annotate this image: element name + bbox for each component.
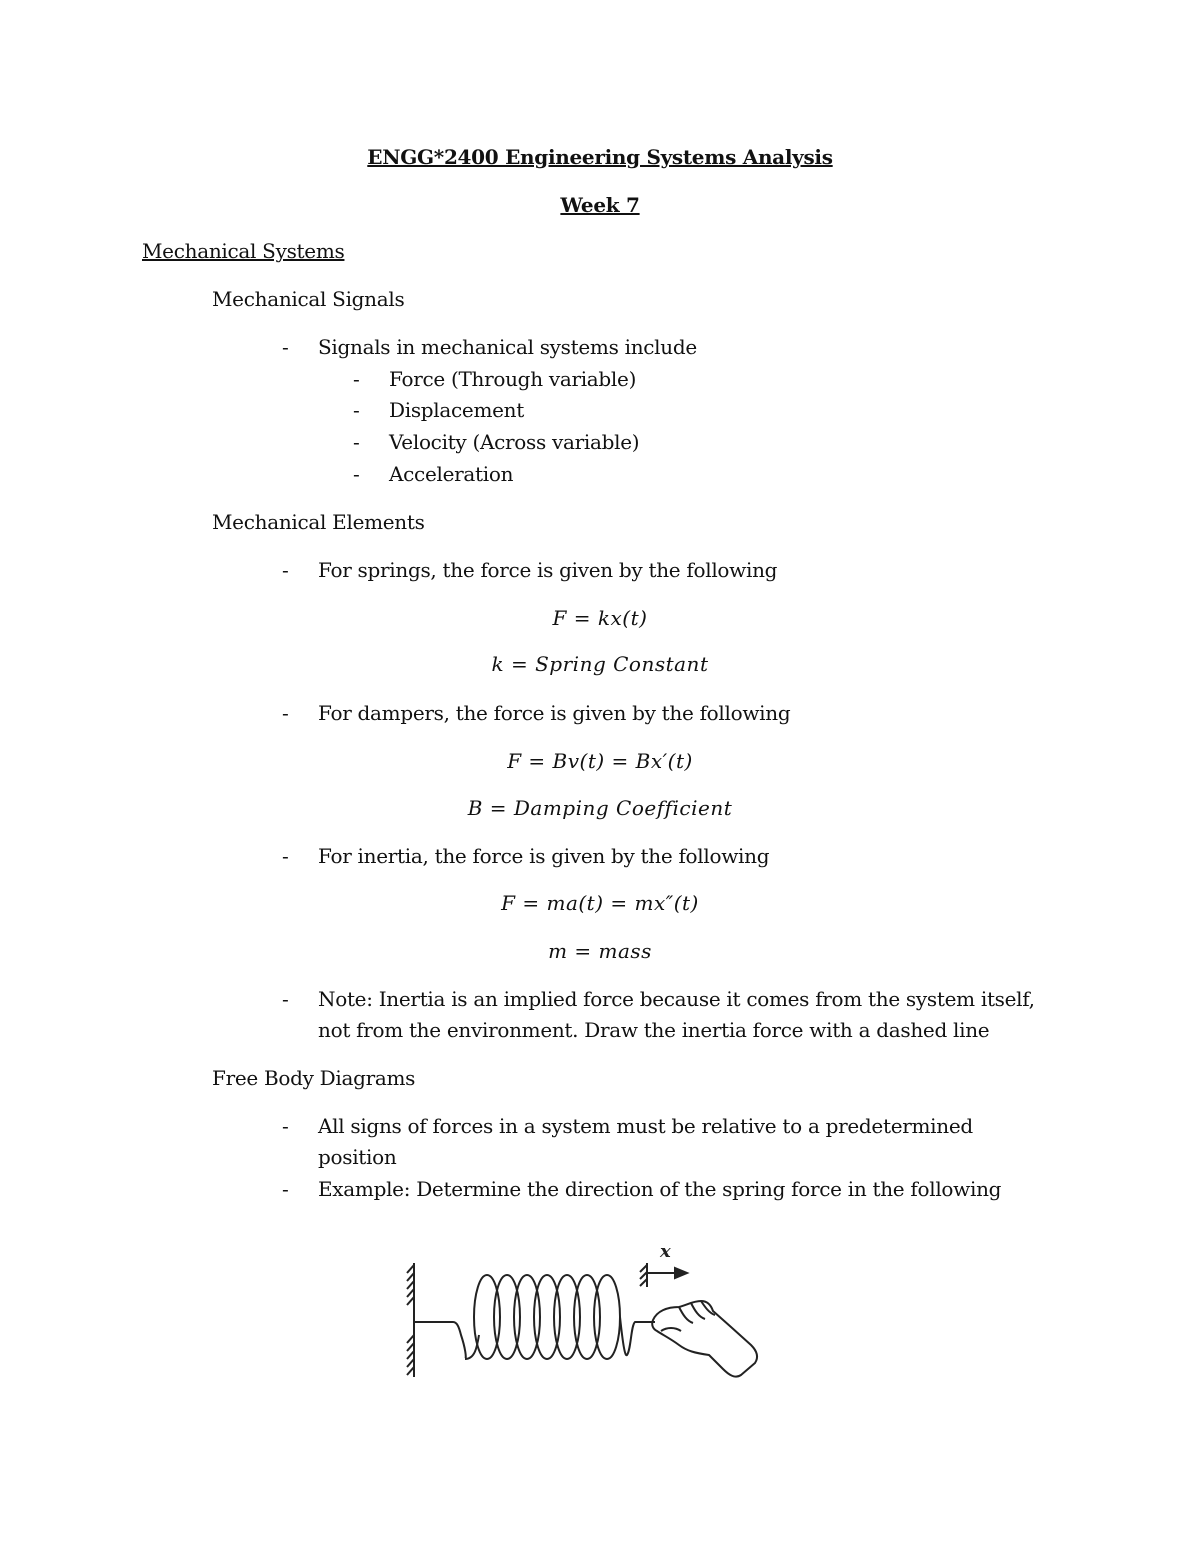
fbd-item-1-line-1: All signs of forces in a system must be relative to a predetermined: [318, 1114, 973, 1138]
fbd-item-1-line-2: position: [318, 1145, 397, 1169]
course-title: ENGG*2400 Engineering Systems Analysis: [367, 145, 833, 169]
bullet-dash: -: [282, 335, 289, 359]
bullet-dash: -: [282, 987, 289, 1011]
mass-definition: m = mass: [548, 939, 652, 963]
bullet-dash: -: [353, 430, 360, 454]
note-line-1: Note: Inertia is an implied force because it comes from the system itself,: [318, 987, 1035, 1011]
fbd-item-2: Example: Determine the direction of the spring force in the following: [318, 1177, 1002, 1201]
note-line-2: not from the environment. Draw the inertia force with a dashed line: [318, 1018, 990, 1042]
bullet-dash: -: [353, 367, 360, 391]
inertia-text: For inertia, the force is given by the following: [318, 844, 770, 868]
bullet-dash: -: [282, 1114, 289, 1138]
bullet-dash: -: [353, 398, 360, 422]
signal-item: Acceleration: [389, 462, 514, 486]
signal-item: Displacement: [389, 398, 524, 422]
hand-icon: [652, 1301, 757, 1377]
dampers-text: For dampers, the force is given by the following: [318, 701, 791, 725]
week-title: Week 7: [560, 193, 640, 217]
spring-constant-definition: k = Spring Constant: [491, 652, 709, 676]
damper-equation: F = Bv(t) = Bx′(t): [507, 749, 693, 773]
spring-hand-diagram: [395, 1235, 775, 1395]
section-title: Mechanical Systems: [142, 239, 345, 263]
x-direction-indicator: [640, 1263, 687, 1287]
spring-equation: F = kx(t): [552, 606, 648, 630]
wall: [407, 1263, 414, 1377]
bullet-dash: -: [353, 462, 360, 486]
bullet-dash: -: [282, 1177, 289, 1201]
bullet-dash: -: [282, 844, 289, 868]
elements-heading: Mechanical Elements: [212, 510, 425, 534]
spring: [414, 1275, 655, 1359]
damping-coefficient-definition: B = Damping Coefficient: [467, 796, 733, 820]
bullet-dash: -: [282, 701, 289, 725]
signal-item: Force (Through variable): [389, 367, 637, 391]
bullet-dash: -: [282, 558, 289, 582]
signals-intro: Signals in mechanical systems include: [318, 335, 697, 359]
fbd-heading: Free Body Diagrams: [212, 1066, 416, 1090]
inertia-equation: F = ma(t) = mx″(t): [501, 891, 699, 915]
springs-text: For springs, the force is given by the following: [318, 558, 778, 582]
signal-item: Velocity (Across variable): [389, 430, 640, 454]
x-axis-label: x: [660, 1241, 671, 1262]
signals-heading: Mechanical Signals: [212, 287, 405, 311]
